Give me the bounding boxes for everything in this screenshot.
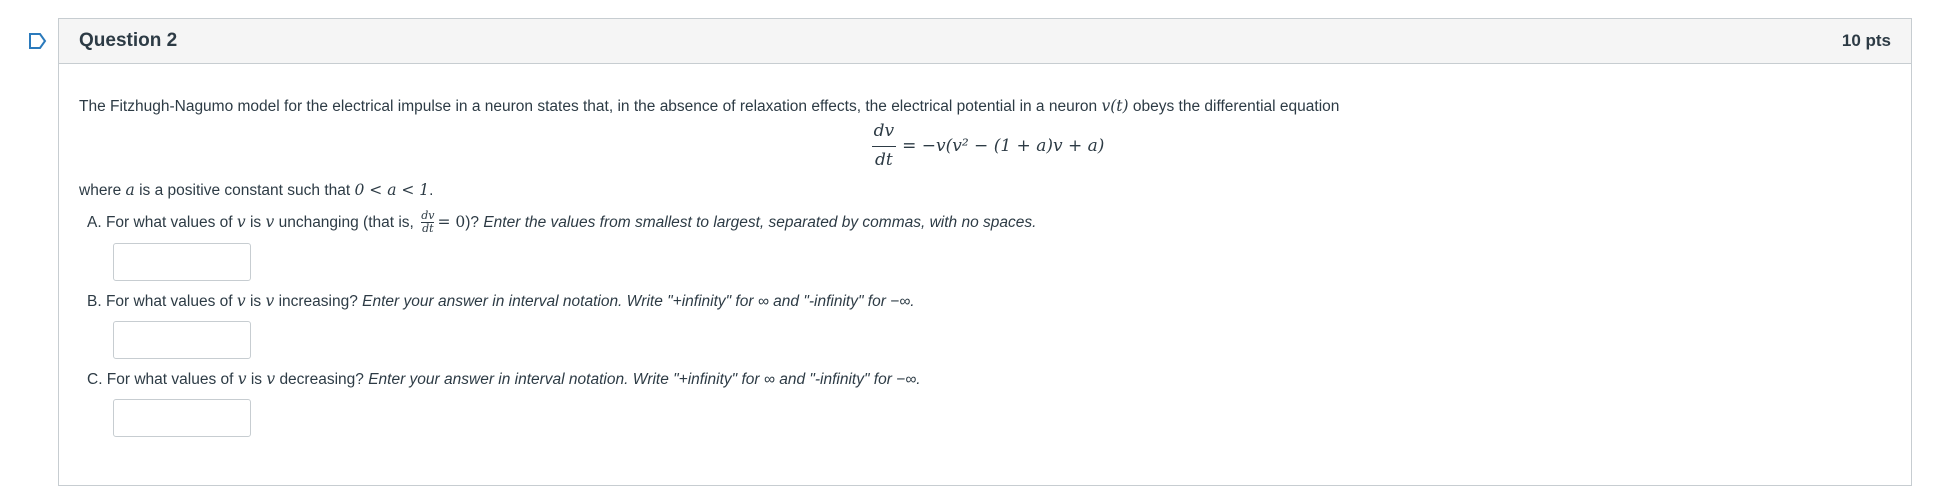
fraction-denominator: dt: [874, 150, 893, 171]
intro-text: The Fitzhugh-Nagumo model for the electrical impulse in a neuron states that, in the absence of relaxation effects, the electrical potential in a neuron: [79, 98, 1098, 115]
part-b-is: is: [249, 293, 262, 311]
part-a-frac-num: dv: [421, 209, 435, 223]
part-c-is: is: [250, 371, 263, 389]
part-a-label: A. For what values of: [87, 214, 233, 232]
where-text-mid: is a positive constant such that: [139, 181, 351, 199]
part-a-var2: v: [265, 213, 275, 232]
part-a-is: is: [249, 214, 262, 232]
part-a: [87, 211, 1891, 281]
part-b-answer-input[interactable]: [113, 321, 251, 359]
derivative-fraction: [872, 120, 897, 173]
question-points: 10 pts: [1841, 31, 1891, 50]
part-c-var2: v: [266, 370, 276, 389]
where-text: where: [79, 181, 122, 199]
part-c-prompt: [87, 369, 1891, 391]
part-a-prompt: [87, 211, 1891, 235]
part-a-frac-den: dt: [422, 221, 434, 235]
fraction-numerator: dv: [873, 121, 895, 142]
question-title: Question 2: [79, 30, 178, 51]
part-b-var: v: [236, 292, 246, 311]
part-c-label: C. For what values of: [87, 371, 234, 389]
part-b-text: increasing?: [278, 293, 358, 311]
intro-variable: v(t): [1101, 97, 1129, 115]
intro-text-end: obeys the differential equation: [1132, 98, 1340, 115]
equation-rhs: = −v(v² − (1 + a)v + a): [902, 135, 1105, 156]
part-c-hint: Enter your answer in interval notation. Write "+infinity" for ∞ and "-infinity" for −∞.: [368, 371, 921, 389]
where-variable: a: [125, 180, 135, 199]
part-b-hint: Enter your answer in interval notation. Write "+infinity" for ∞ and "-infinity" for −∞.: [362, 293, 915, 311]
part-b-label: B. For what values of: [87, 293, 233, 311]
flag-question-icon[interactable]: [28, 32, 48, 50]
question-header: [59, 19, 1911, 64]
part-b-var2: v: [265, 292, 275, 311]
part-c: [87, 369, 1891, 437]
question-card: [58, 18, 1912, 486]
where-inequality: 0 < a < 1: [354, 180, 430, 199]
part-a-eq: = 0: [437, 213, 466, 232]
part-a-fraction: [421, 210, 434, 234]
question-intro: [79, 96, 1891, 118]
differential-equation: [79, 121, 1891, 171]
part-c-answer-input[interactable]: [113, 399, 251, 437]
constraint-text: [79, 180, 1891, 202]
part-a-close: )?: [465, 214, 480, 232]
where-period: .: [429, 181, 434, 199]
part-c-text: decreasing?: [279, 371, 364, 389]
part-c-var: v: [237, 370, 247, 389]
part-a-answer-input[interactable]: [113, 243, 251, 281]
part-a-hint: Enter the values from smallest to largest, separated by commas, with no spaces.: [483, 214, 1037, 232]
part-b-prompt: [87, 291, 1891, 313]
part-b: [87, 291, 1891, 359]
question-body: [59, 64, 1911, 437]
part-a-text: unchanging (that is,: [278, 214, 414, 232]
part-a-var: v: [236, 213, 246, 232]
